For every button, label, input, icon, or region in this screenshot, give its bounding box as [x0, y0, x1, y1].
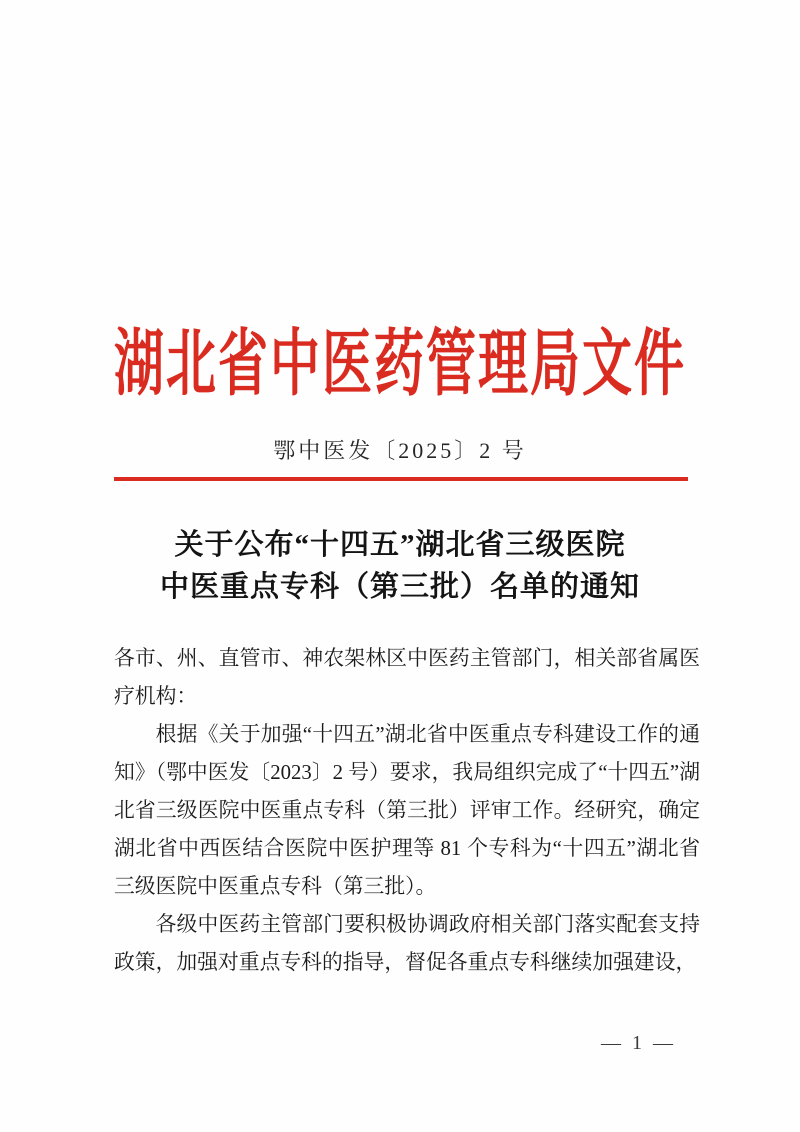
page-number: — 1 — — [601, 1032, 676, 1054]
salutation-paragraph: 各市、州、直管市、神农架林区中医药主管部门，相关部省属医疗机构： — [114, 647, 700, 708]
body-paragraph: 各级中医药主管部门要积极协调政府相关部门落实配套支持政策，加强对重点专科的指导，督促各重点专科继续加强建设， — [114, 913, 700, 974]
document-number: 鄂中医发〔2025〕2 号 — [273, 438, 527, 463]
document-title-line-1: 关于公布“十四五”湖北省三级医院 — [174, 529, 626, 561]
document-title — [0, 524, 800, 608]
agency-title: 湖北省中医药管理局文件 — [114, 323, 686, 405]
document-body — [114, 640, 700, 982]
page-footer — [601, 1032, 676, 1055]
document-title-line-2: 中医重点专科（第三批）名单的通知 — [159, 571, 640, 603]
red-divider-line — [114, 477, 688, 481]
body-paragraph: 根据《关于加强“十四五”湖北省中医重点专科建设工作的通知》（鄂中医发〔2023〕2 号）要求，我局组织完成了“十四五”湖北省三级医院中医重点专科（第三批）评审工作。经研究，确定湖北省中西医结合医院中医护理等 81 个专科为“十四五”湖北省三级医院中医重点专科（第三批）。 — [114, 723, 700, 898]
